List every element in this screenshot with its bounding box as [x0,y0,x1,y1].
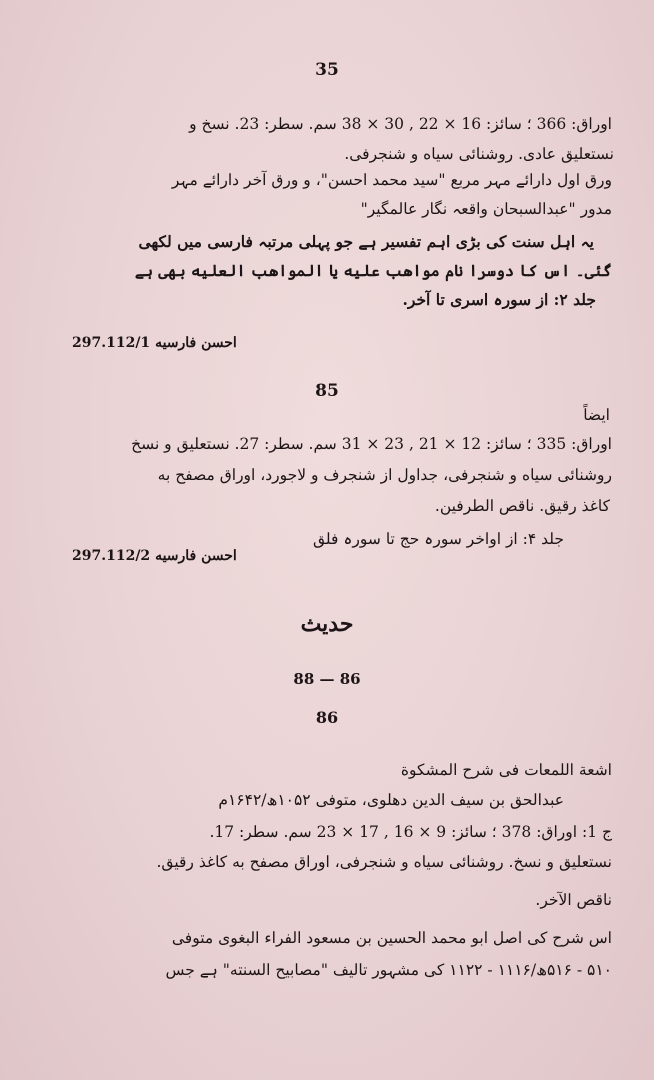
shelf-number: 297.112/1 [72,335,151,351]
entry-line: ۵۱۰ - ۵۱۶ھ/۱۱۱۶ - ۱۱۲۲ کی مشہور تالیف "مصابیح السنته" ہے جس [165,961,612,979]
range-label: 88 — 86 [293,670,361,688]
entry-line: ناقص الآخر. [535,891,612,909]
shelf-mark [72,333,237,353]
entry-line: ج 1: اوراق: 378 ؛ سائز: 9 × 16 , 17 × 23 سم. سطر: 17. [209,823,612,841]
shelf-number: 297.112/2 [72,548,151,564]
entry-line: کاغذ رقیق. ناقص الطرفین. [434,497,610,515]
entry-line: جلد ۲: از سورہ اسری تا آخر. [402,290,596,309]
entry-heading: 86 [315,708,339,727]
entry-line: جلد ۴: از اواخر سورہ حج تا سورہ فلق [312,530,564,548]
entry-line: نستعلیق عادی. روشنائی سیاه و شنجرفی. [344,145,614,163]
entry-line: اوراق: 366 ؛ سائز: 16 × 22 , 30 × 38 سم. سطر: 23. نسخ و [189,115,612,133]
page-number: 35 [315,60,339,80]
shelf-label: احسن فارسیه [155,335,237,351]
entry-line: ورق اول دارائے مہر مربع "سید محمد احسن"، و ورق آخر دارائے مہر [171,171,612,189]
entry-line: روشنائی سیاه و شنجرفی، جداول از شنجرف و لاجورد، اوراق مصفح به [157,466,612,484]
entry-line: یہ اہل سنت کی بڑی اہم تفسیر ہے جو پہلی مرتبہ فارسی میں لکھی [138,232,594,251]
entry-author: عبدالحق بن سیف الدین دهلوی، متوفی ۱۰۵۲ھ/۱۶۴۲م [218,791,564,809]
entry-line: مدور "عبدالسبحان واقعہ نگار عالمگیر" [360,200,612,218]
entry-heading: 85 [315,381,339,401]
shelf-mark [72,546,237,566]
entry-line: اوراق: 335 ؛ سائز: 12 × 21 , 23 × 31 سم. سطر: 27. نستعلیق و نسخ [131,435,612,453]
entry-line: گئی۔ اس کا دوسرا نام مواهب علیه یا المواهب العلیه بھی ہے [134,261,612,280]
entry-title: اشعة اللمعات فی شرح المشکوة [400,761,612,779]
entry-line: اس شرح کی اصل ابو محمد الحسین بن مسعود الفراء البغوی متوفی [171,929,612,947]
entry-line: نستعلیق و نسخ. روشنائی سیاه و شنجرفی، اوراق مصفح به کاغذ رقیق. [156,853,612,871]
entry-line: ایضاً [583,406,610,424]
section-title: حدیث [300,611,354,637]
shelf-label: احسن فارسیه [155,548,237,564]
